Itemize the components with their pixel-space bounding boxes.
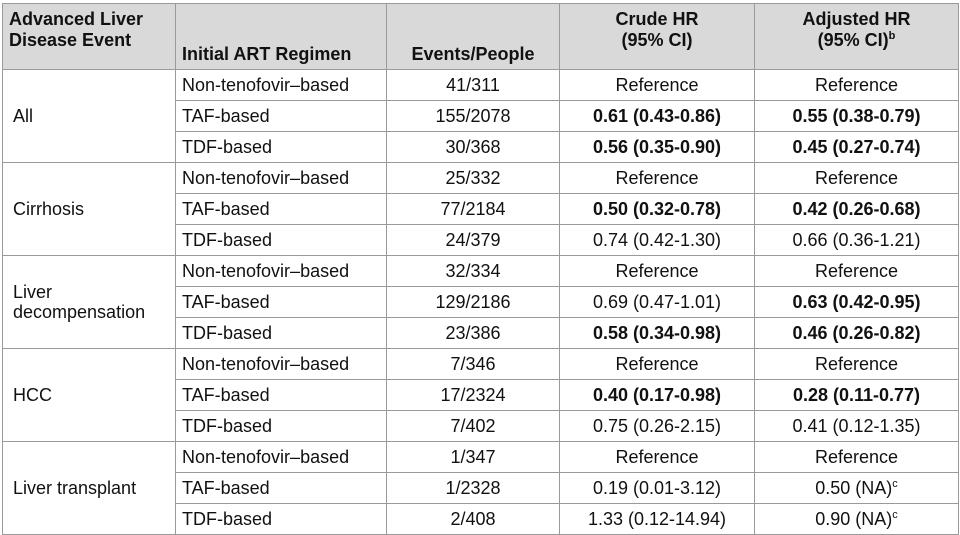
events-cell [387, 411, 560, 442]
crude-hr-cell [560, 194, 755, 225]
group-label [3, 70, 176, 163]
crude-hr-cell [560, 380, 755, 411]
events-cell [387, 442, 560, 473]
regimen-cell [176, 442, 387, 473]
regimen-cell [176, 504, 387, 535]
events-cell [387, 194, 560, 225]
adjusted-hr-cell-text: 0.42 (0.26-0.68) [792, 199, 921, 219]
adjusted-hr-cell-text: Reference [814, 354, 899, 374]
events-cell [387, 287, 560, 318]
adjusted-hr-cell-text: Reference [814, 447, 899, 467]
regimen-cell-text: TDF-based [182, 323, 273, 343]
regimen-cell [176, 132, 387, 163]
regimen-cell-text: Non-tenofovir–based [182, 354, 350, 374]
crude-hr-cell-text: 0.19 (0.01-3.12) [592, 478, 722, 498]
adjusted-hr-cell [755, 194, 959, 225]
events-cell [387, 132, 560, 163]
events-cell [387, 225, 560, 256]
header-adjusted-line2: (95% CI) [817, 30, 889, 50]
table-row [3, 256, 959, 287]
crude-hr-cell [560, 225, 755, 256]
events-cell-text: 32/334 [445, 261, 501, 281]
header-row [3, 4, 959, 70]
events-cell-text: 155/2078 [435, 106, 511, 126]
regimen-cell [176, 256, 387, 287]
adjusted-hr-cell [755, 225, 959, 256]
hazard-ratio-table [2, 3, 959, 535]
events-cell [387, 318, 560, 349]
events-cell [387, 256, 560, 287]
adjusted-hr-cell-text: Reference [814, 168, 899, 188]
header-adjusted-footnote: b [888, 30, 896, 42]
regimen-cell [176, 163, 387, 194]
crude-hr-cell-text: 0.56 (0.35-0.90) [592, 137, 722, 157]
crude-hr-cell-text: Reference [615, 261, 699, 281]
group-label [3, 163, 176, 256]
header-event-line2: Disease Event [9, 30, 132, 50]
crude-hr-cell-text: 0.74 (0.42-1.30) [592, 230, 722, 250]
regimen-cell [176, 380, 387, 411]
crude-hr-cell-text: 0.69 (0.47-1.01) [592, 292, 722, 312]
footnote-marker: c [892, 509, 898, 521]
table-row [3, 349, 959, 380]
adjusted-hr-cell-text: Reference [814, 261, 899, 281]
events-cell-text: 77/2184 [440, 199, 506, 219]
header-adjusted [755, 4, 959, 70]
regimen-cell-text: TDF-based [182, 230, 273, 250]
regimen-cell-text: TDF-based [182, 137, 273, 157]
regimen-cell [176, 473, 387, 504]
regimen-cell [176, 411, 387, 442]
crude-hr-cell-text: 1.33 (0.12-14.94) [587, 509, 727, 529]
group-label-line: Cirrhosis [13, 199, 85, 219]
adjusted-hr-cell [755, 380, 959, 411]
adjusted-hr-cell-text: 0.63 (0.42-0.95) [792, 292, 921, 312]
adjusted-hr-cell [755, 256, 959, 287]
events-cell-text: 30/368 [445, 137, 501, 157]
group-label [3, 442, 176, 535]
adjusted-hr-cell-text: 0.45 (0.27-0.74) [792, 137, 921, 157]
regimen-cell-text: TAF-based [182, 106, 270, 126]
adjusted-hr-cell [755, 442, 959, 473]
regimen-cell-text: TAF-based [182, 478, 270, 498]
regimen-cell [176, 318, 387, 349]
header-event-line1: Advanced Liver [9, 9, 144, 29]
events-cell [387, 101, 560, 132]
adjusted-hr-cell [755, 318, 959, 349]
crude-hr-cell [560, 132, 755, 163]
group-label-line: HCC [13, 385, 52, 405]
footnote-marker: c [892, 478, 898, 490]
crude-hr-cell-text: Reference [615, 354, 699, 374]
crude-hr-cell-text: 0.40 (0.17-0.98) [592, 385, 722, 405]
crude-hr-cell-text: Reference [615, 75, 699, 95]
regimen-cell-text: TDF-based [182, 416, 273, 436]
crude-hr-cell-text: Reference [615, 168, 699, 188]
header-event [3, 4, 176, 70]
crude-hr-cell [560, 318, 755, 349]
events-cell-text: 1/347 [450, 447, 496, 467]
events-cell [387, 70, 560, 101]
crude-hr-cell-text: Reference [615, 447, 699, 467]
adjusted-hr-cell-text: Reference [814, 75, 899, 95]
group-label [3, 256, 176, 349]
header-crude-line1: Crude HR [615, 9, 699, 29]
crude-hr-cell [560, 70, 755, 101]
header-adjusted-line1: Adjusted HR [802, 9, 911, 29]
events-cell-text: 41/311 [446, 75, 500, 95]
group-label-line: decompensation [13, 302, 146, 322]
adjusted-hr-cell [755, 473, 959, 504]
table-row [3, 442, 959, 473]
events-cell-text: 129/2186 [435, 292, 511, 312]
events-cell-text: 7/402 [450, 416, 496, 436]
adjusted-hr-cell-text: 0.41 (0.12-1.35) [792, 416, 921, 436]
events-cell-text: 24/379 [445, 230, 501, 250]
header-regimen: Initial ART Regimen [176, 4, 387, 70]
crude-hr-cell [560, 411, 755, 442]
adjusted-hr-cell-text: 0.66 (0.36-1.21) [792, 230, 921, 250]
adjusted-hr-cell [755, 70, 959, 101]
group-label-line: Liver [13, 282, 53, 302]
regimen-cell-text: Non-tenofovir–based [182, 447, 350, 467]
regimen-cell [176, 349, 387, 380]
adjusted-hr-cell [755, 101, 959, 132]
events-cell-text: 17/2324 [440, 385, 506, 405]
events-cell-text: 1/2328 [445, 478, 501, 498]
events-cell [387, 380, 560, 411]
regimen-cell-text: Non-tenofovir–based [182, 75, 350, 95]
header-crude [560, 4, 755, 70]
events-cell-text: 2/408 [450, 509, 496, 529]
adjusted-hr-cell [755, 163, 959, 194]
regimen-cell-text: TAF-based [182, 292, 270, 312]
crude-hr-cell-text: 0.50 (0.32-0.78) [592, 199, 722, 219]
regimen-cell [176, 225, 387, 256]
events-cell [387, 504, 560, 535]
adjusted-hr-cell-text: 0.28 (0.11-0.77) [792, 385, 921, 405]
regimen-cell-text: TDF-based [182, 509, 273, 529]
header-events: Events/People [387, 4, 560, 70]
adjusted-hr-cell [755, 287, 959, 318]
events-cell [387, 163, 560, 194]
regimen-cell-text: TAF-based [182, 199, 270, 219]
events-cell-text: 23/386 [445, 323, 501, 343]
regimen-cell [176, 194, 387, 225]
crude-hr-cell [560, 349, 755, 380]
crude-hr-cell-text: 0.61 (0.43-0.86) [592, 106, 722, 126]
events-cell-text: 25/332 [445, 168, 501, 188]
adjusted-hr-cell-text: 0.50 (NA) [815, 478, 893, 498]
events-cell [387, 349, 560, 380]
regimen-cell [176, 101, 387, 132]
crude-hr-cell [560, 101, 755, 132]
adjusted-hr-cell [755, 349, 959, 380]
crude-hr-cell [560, 473, 755, 504]
adjusted-hr-cell-text: 0.90 (NA) [815, 509, 893, 529]
table-row [3, 70, 959, 101]
events-cell-text: 7/346 [450, 354, 496, 374]
regimen-cell-text: Non-tenofovir–based [182, 168, 350, 188]
crude-hr-cell [560, 287, 755, 318]
regimen-cell [176, 287, 387, 318]
header-crude-line2: (95% CI) [621, 30, 693, 50]
regimen-cell-text: Non-tenofovir–based [182, 261, 350, 281]
group-label-line: All [13, 106, 34, 126]
group-label [3, 349, 176, 442]
group-label-line: Liver transplant [13, 478, 137, 498]
adjusted-hr-cell [755, 132, 959, 163]
regimen-cell [176, 70, 387, 101]
table-row [3, 163, 959, 194]
crude-hr-cell-text: 0.75 (0.26-2.15) [592, 416, 722, 436]
crude-hr-cell [560, 163, 755, 194]
regimen-cell-text: TAF-based [182, 385, 270, 405]
adjusted-hr-cell [755, 411, 959, 442]
crude-hr-cell [560, 256, 755, 287]
adjusted-hr-cell-text: 0.55 (0.38-0.79) [792, 106, 921, 126]
crude-hr-cell [560, 442, 755, 473]
table-body [3, 70, 959, 535]
crude-hr-cell-text: 0.58 (0.34-0.98) [592, 323, 722, 343]
adjusted-hr-cell [755, 504, 959, 535]
events-cell [387, 473, 560, 504]
crude-hr-cell [560, 504, 755, 535]
adjusted-hr-cell-text: 0.46 (0.26-0.82) [792, 323, 921, 343]
